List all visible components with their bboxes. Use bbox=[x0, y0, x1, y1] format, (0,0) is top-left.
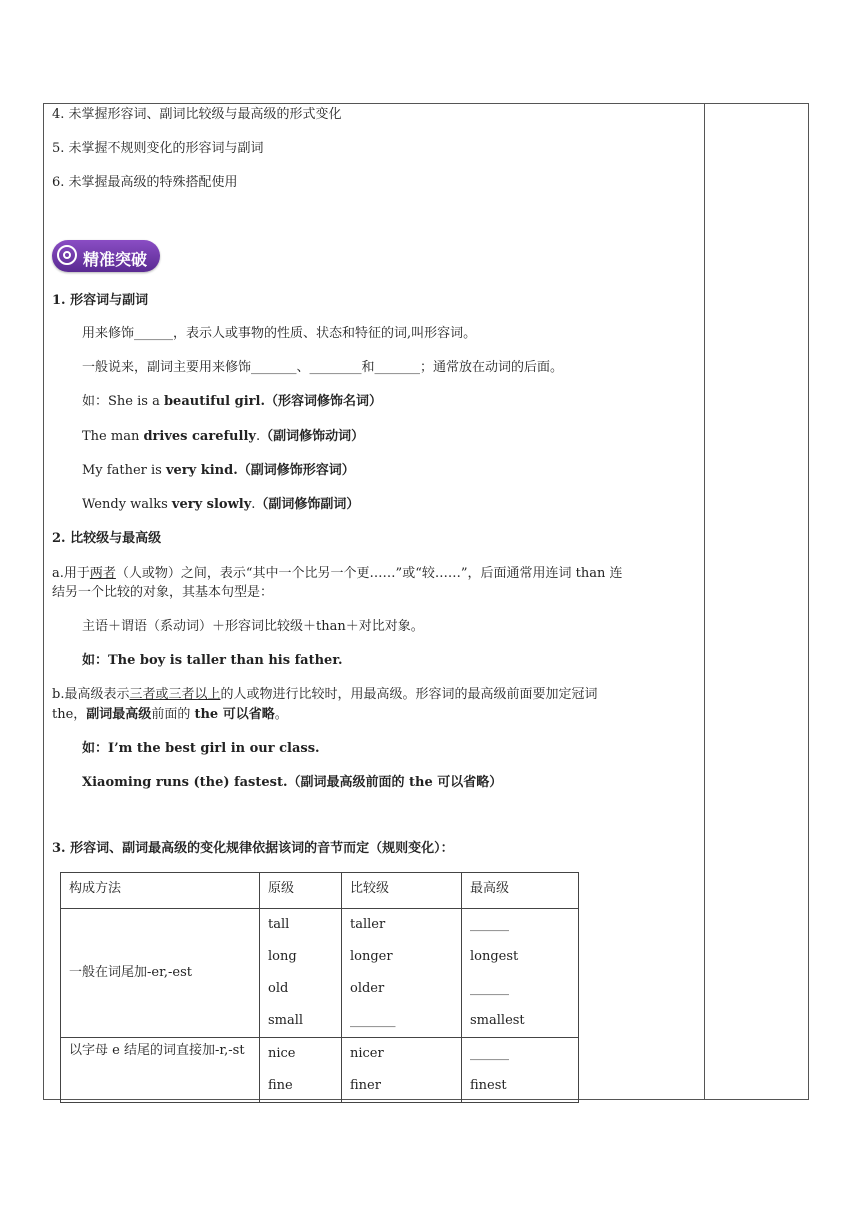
word-blank: ______ bbox=[470, 917, 509, 932]
table-header-cell: 原级 bbox=[260, 873, 342, 909]
word: smallest bbox=[470, 1013, 525, 1028]
section2-b-line1 bbox=[52, 686, 598, 704]
word: taller bbox=[350, 917, 386, 932]
section2-b-line2 bbox=[52, 706, 288, 724]
word: finest bbox=[470, 1078, 507, 1093]
intro-item-4: 4. 未掌握形容词、副词比较级与最高级的形式变化 bbox=[52, 107, 342, 122]
comparison-rules-table bbox=[60, 872, 579, 1103]
example-prefix: Wendy walks bbox=[82, 497, 172, 512]
example-bold: very kind. bbox=[165, 463, 238, 478]
example-bold: beautiful girl. bbox=[163, 394, 265, 409]
table-header-cell: 构成方法 bbox=[61, 873, 260, 909]
section2-a-line2: 结另一个比较的对象，其基本句型是： bbox=[52, 585, 274, 600]
word: longest bbox=[470, 949, 519, 964]
example-prefix: 如：She is a bbox=[82, 394, 164, 409]
section3-heading: 3. 形容词、副词最高级的变化规律依据该词的音节而定（规则变化）： bbox=[52, 841, 454, 856]
b-line2-mid: 前面的 bbox=[151, 707, 195, 722]
table-row bbox=[61, 909, 579, 1038]
section2-heading: 2. 比较级与最高级 bbox=[52, 531, 162, 546]
word-blank: ______ bbox=[470, 981, 509, 996]
section2-pattern: 主语＋谓语（系动词）＋形容词比较级＋than＋对比对象。 bbox=[82, 619, 424, 634]
a-prefix: a.用于 bbox=[52, 566, 90, 581]
example-prefix: The man bbox=[82, 429, 144, 444]
word: older bbox=[350, 981, 385, 996]
example-note: （副词修饰副词） bbox=[255, 497, 360, 512]
intro-item-5: 5. 未掌握不规则变化的形容词与副词 bbox=[52, 141, 264, 156]
a-rest: （人或物）之间，表示“其中一个比另一个更……”或“较……”，后面通常用连词 than 连 bbox=[115, 566, 623, 581]
example-prefix: My father is bbox=[82, 463, 166, 478]
word: small bbox=[268, 1013, 304, 1028]
table-row bbox=[61, 1038, 579, 1103]
table-cell-positive bbox=[260, 909, 342, 1038]
section1-definition-adj: 用来修饰______，表示人或事物的性质、状态和特征的词,叫形容词。 bbox=[82, 326, 477, 341]
a-underlined-term: 两者 bbox=[89, 566, 116, 581]
word: long bbox=[268, 949, 297, 964]
example-note: （形容词修饰名词） bbox=[264, 394, 382, 409]
table-cell-comparative bbox=[342, 1038, 462, 1103]
example-note: （副词修饰形容词） bbox=[237, 463, 355, 478]
intro-item-6: 6. 未掌握最高级的特殊搭配使用 bbox=[52, 175, 238, 190]
example-adj-noun bbox=[82, 393, 382, 411]
example-bold: drives carefully bbox=[143, 429, 256, 444]
example-adv-adv bbox=[82, 496, 359, 514]
example-post: . bbox=[255, 429, 261, 444]
table-cell-comparative bbox=[342, 909, 462, 1038]
badge-label: 精准突破 bbox=[83, 250, 148, 269]
table-cell-method: 以字母 e 结尾的词直接加-r,-st bbox=[61, 1038, 260, 1103]
word: finer bbox=[350, 1078, 381, 1093]
table-cell-method: 一般在词尾加-er,-est bbox=[61, 909, 260, 1038]
section1-definition-adv: 一般说来，副词主要用来修饰_______、________和_______；通常放在动词的后面。 bbox=[82, 360, 564, 375]
example-bold: very slowly bbox=[171, 497, 252, 512]
word: fine bbox=[268, 1078, 293, 1093]
column-divider bbox=[704, 104, 705, 1099]
word-blank: ______ bbox=[470, 1046, 509, 1061]
b-line2-pre: the， bbox=[52, 707, 87, 722]
b-line2-post: 。 bbox=[274, 707, 288, 722]
word: old bbox=[268, 981, 289, 996]
table-cell-superlative bbox=[462, 909, 579, 1038]
b-underlined-term: 三者或三者以上 bbox=[129, 687, 221, 702]
target-icon bbox=[57, 245, 77, 265]
table-cell-positive bbox=[260, 1038, 342, 1103]
table-header-cell: 比较级 bbox=[342, 873, 462, 909]
b-line2-bold: 副词最高级 bbox=[86, 707, 152, 722]
b-prefix: b.最高级表示 bbox=[52, 687, 130, 702]
table-header-cell: 最高级 bbox=[462, 873, 579, 909]
example-adv-verb bbox=[82, 428, 364, 446]
example-adv-adj bbox=[82, 462, 355, 480]
section2-b-example1: 如：I’m the best girl in our class. bbox=[82, 741, 320, 756]
section2-a-example: 如：The boy is taller than his father. bbox=[82, 653, 343, 668]
example-note: （副词修饰动词） bbox=[260, 429, 365, 444]
word-blank: _______ bbox=[350, 1013, 396, 1028]
b-rest: 的人或物进行比较时，用最高级。形容词的最高级前面要加定冠词 bbox=[220, 687, 598, 702]
table-header-row bbox=[61, 873, 579, 909]
b-line2-bold2: the 可以省略 bbox=[194, 707, 275, 722]
section2-a-line1 bbox=[52, 565, 622, 583]
word: longer bbox=[350, 949, 393, 964]
word: tall bbox=[268, 917, 290, 932]
section1-heading: 1. 形容词与副词 bbox=[52, 293, 149, 308]
table-cell-superlative bbox=[462, 1038, 579, 1103]
section2-b-example2: Xiaoming runs (the) fastest.（副词最高级前面的 the 可以省略） bbox=[82, 775, 503, 790]
word: nice bbox=[268, 1046, 296, 1061]
word: nicer bbox=[350, 1046, 384, 1061]
example-post: . bbox=[251, 497, 256, 512]
section-badge bbox=[52, 240, 160, 272]
